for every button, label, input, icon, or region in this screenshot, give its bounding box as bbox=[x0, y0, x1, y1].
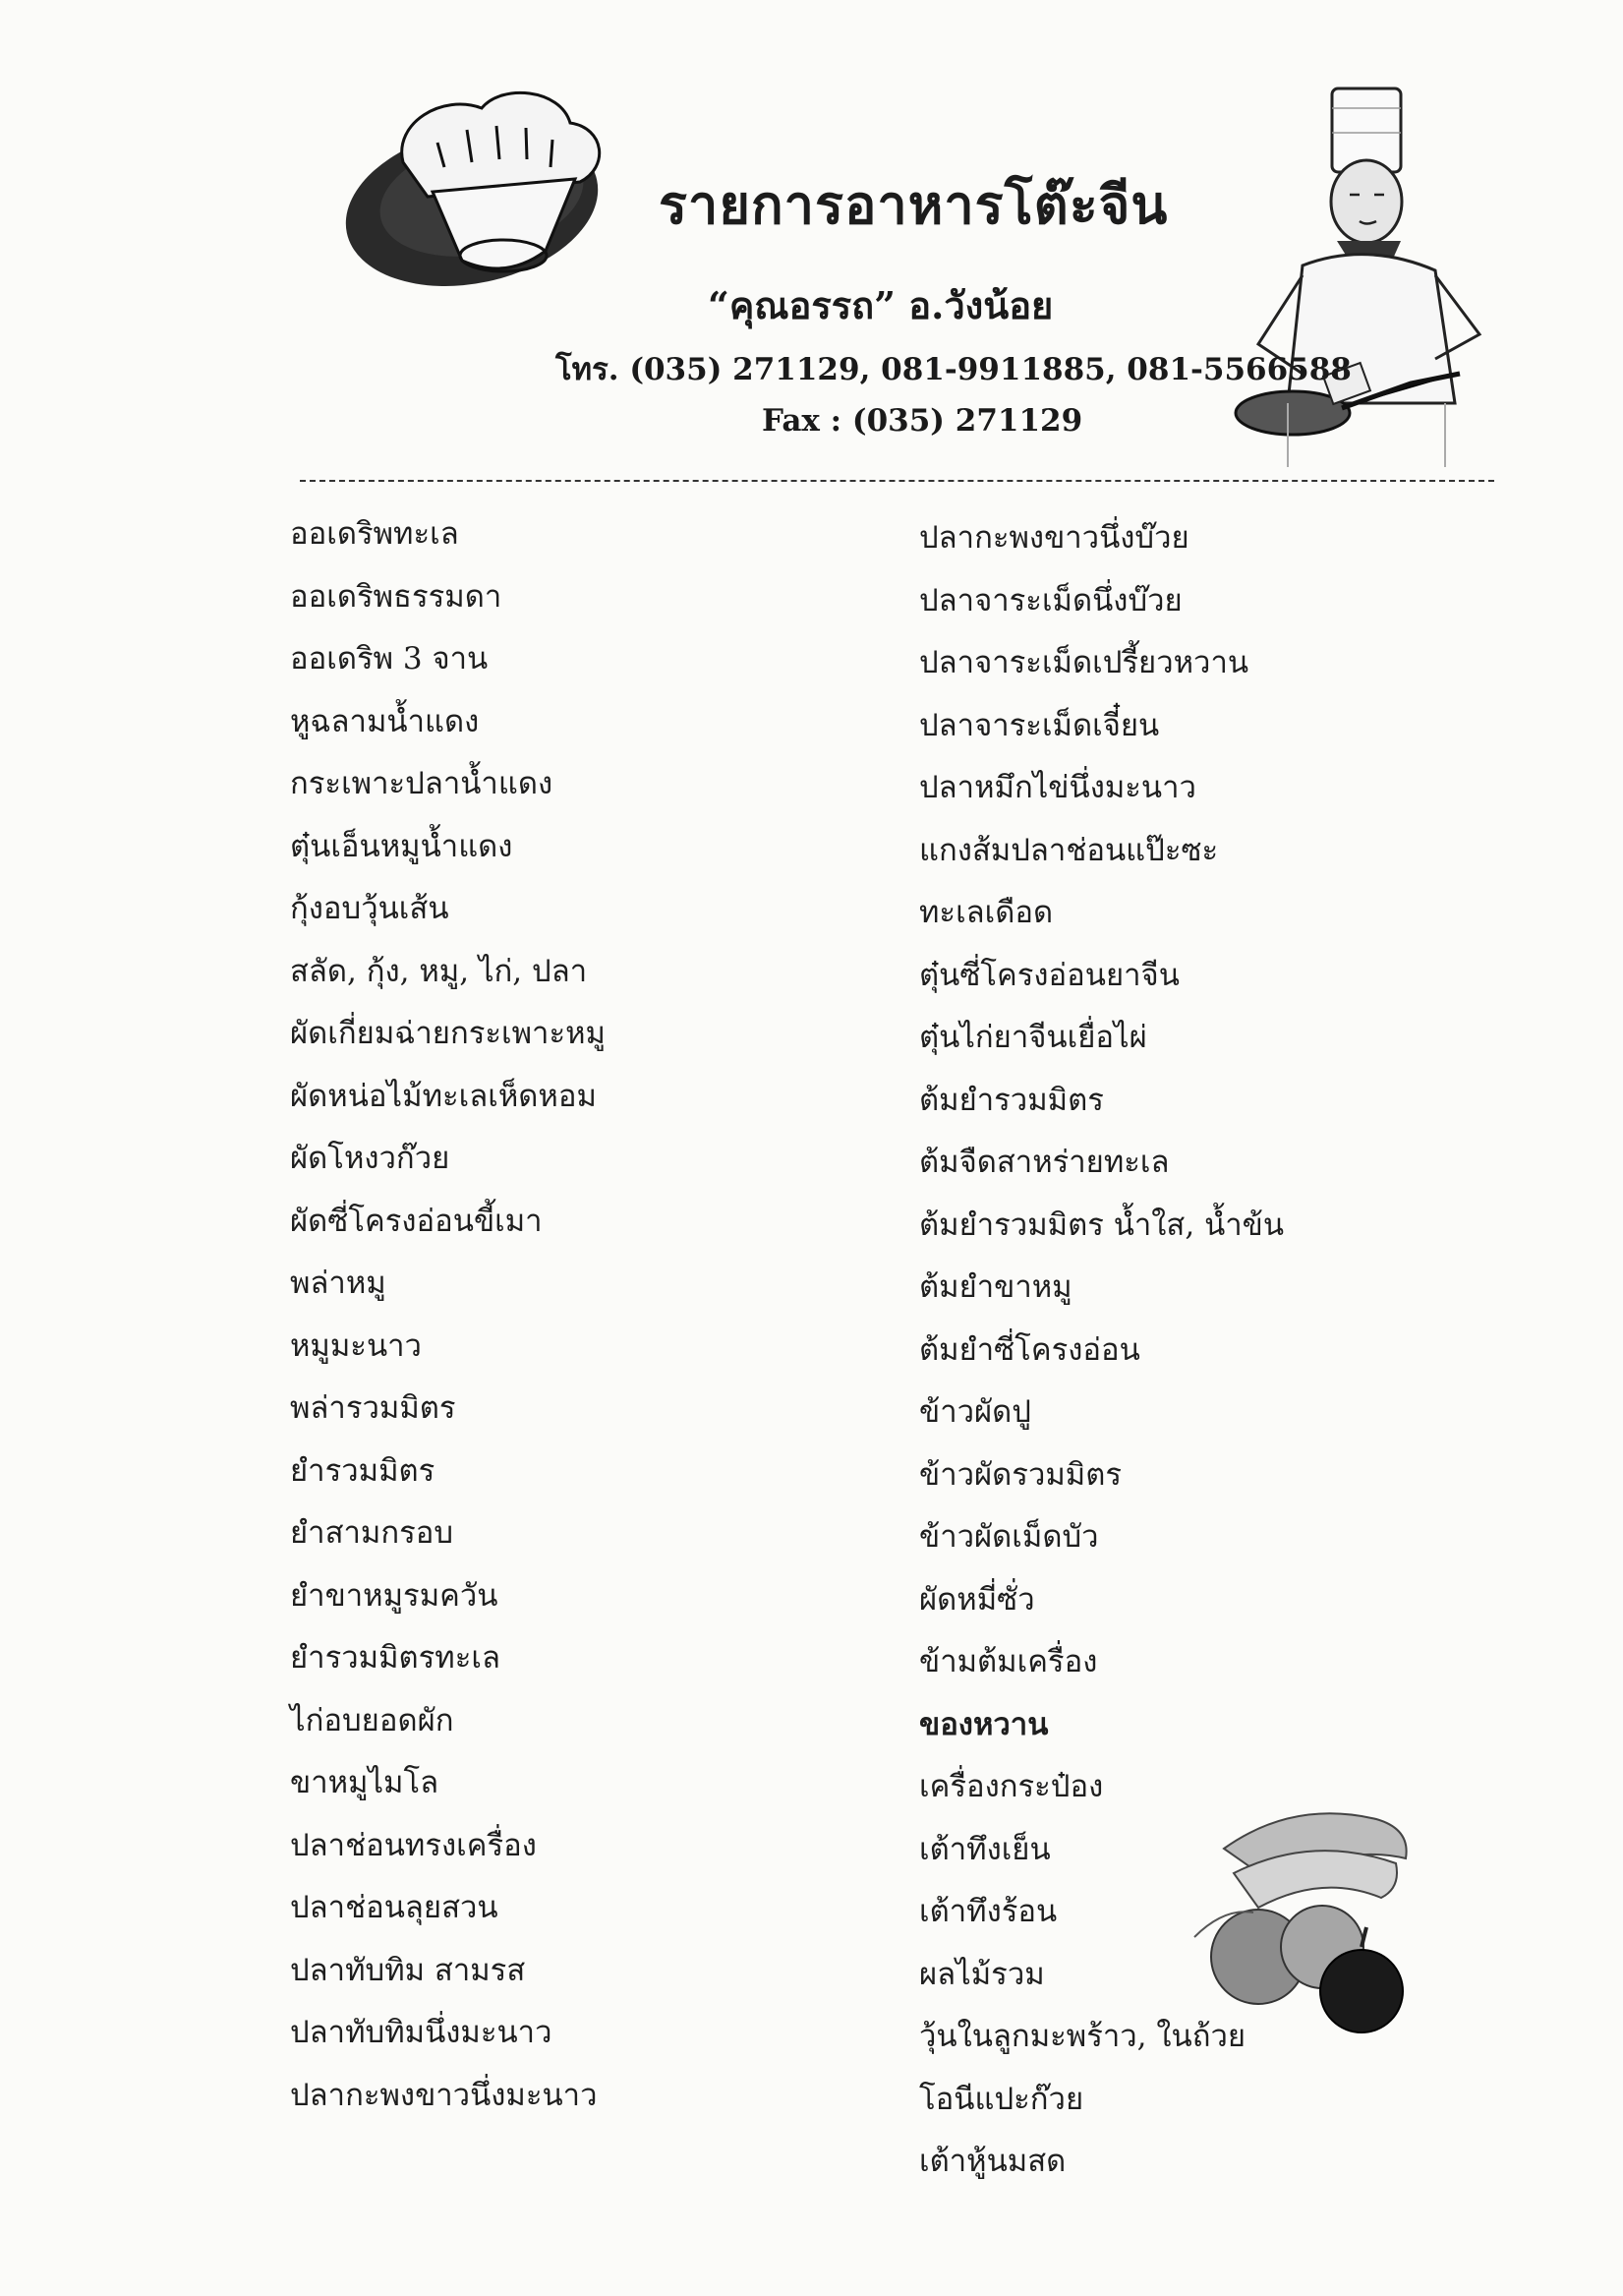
menu-item: ปลาจาระเม็ดเปรี้ยวหวาน bbox=[919, 645, 1249, 680]
menu-item: ยำสามกรอบ bbox=[290, 1515, 454, 1551]
menu-item: ต้มยำรวมมิตร bbox=[919, 1082, 1104, 1118]
menu-item: ปลาจาระเม็ดนึ่งบ๊วย bbox=[919, 582, 1183, 618]
menu-item: ต้มจืดสาหร่ายทะเล bbox=[919, 1145, 1170, 1180]
menu-item: ตุ๋นเอ็นหมูน้ำแดง bbox=[290, 828, 513, 864]
menu-item: กุ้งอบวุ้นเส้น bbox=[290, 891, 449, 926]
menu-item: ยำรวมมิตรทะเล bbox=[290, 1640, 500, 1676]
menu-item: ขาหมูไมโล bbox=[290, 1765, 439, 1800]
menu-item: สลัด, กุ้ง, หมู, ไก่, ปลา bbox=[290, 953, 588, 989]
phone-numbers: โทร. (035) 271129, 081-9911885, 081-5566588 bbox=[555, 352, 1352, 387]
menu-item: ผัดซี่โครงอ่อนขี้เมา bbox=[290, 1203, 543, 1239]
menu-item: วุ้นในลูกมะพร้าว, ในถ้วย bbox=[919, 2019, 1246, 2054]
menu-item: เต้าทึงเย็น bbox=[919, 1831, 1051, 1867]
menu-item: หูฉลามน้ำแดง bbox=[290, 703, 480, 739]
dashed-divider bbox=[300, 480, 1494, 482]
fruit-basket-icon bbox=[1165, 1790, 1420, 2045]
menu-item: พล่ารวมมิตร bbox=[290, 1390, 456, 1426]
menu-item: ต้มยำขาหมู bbox=[919, 1269, 1072, 1305]
menu-item: หมูมะนาว bbox=[290, 1327, 422, 1364]
chef-hat-icon bbox=[334, 69, 649, 295]
menu-item: ต้มยำรวมมิตร น้ำใส, น้ำข้น bbox=[919, 1207, 1285, 1243]
menu-item: พล่าหมู bbox=[290, 1266, 386, 1301]
menu-item: เต้าหู้นมสด bbox=[919, 2144, 1067, 2179]
menu-item: ข้าวผัดปู bbox=[919, 1394, 1031, 1430]
menu-item: ปลากะพงขาวนึ่งบ๊วย bbox=[919, 520, 1189, 556]
menu-item: ผัดหมี่ซั่ว bbox=[919, 1581, 1035, 1618]
menu-item: ข้าวผัดรวมมิตร bbox=[919, 1456, 1123, 1493]
menu-item: แกงส้มปลาช่อนแป๊ะซะ bbox=[919, 832, 1219, 868]
menu-item: ต้มยำซี่โครงอ่อน bbox=[919, 1331, 1140, 1368]
menu-item: ไก่อบยอดผัก bbox=[290, 1702, 454, 1738]
menu-item: ออเดริพ 3 จาน bbox=[290, 641, 489, 677]
menu-item: ทะเลเดือด bbox=[919, 895, 1054, 930]
menu-item: เต้าทึงร้อน bbox=[919, 1894, 1058, 1929]
menu-item: ออเดริพทะเล bbox=[290, 516, 459, 552]
menu-item: เครื่องกระป๋อง bbox=[919, 1769, 1104, 1804]
menu-item: ปลาหมึกไข่นึ่งมะนาว bbox=[919, 770, 1196, 805]
menu-item: ข้าวผัดเม็ดบัว bbox=[919, 1519, 1099, 1555]
menu-item: ตุ๋นไก่ยาจีนเยื่อไผ่ bbox=[919, 1020, 1147, 1055]
menu-item: ปลาทับทิม สามรส bbox=[290, 1952, 526, 1988]
dessert-heading: ของหวาน bbox=[919, 1706, 1049, 1742]
menu-item: ปลาจาระเม็ดเจี๋ยน bbox=[919, 707, 1160, 743]
menu-item: ข้ามต้มเครื่อง bbox=[919, 1644, 1098, 1679]
menu-item: ปลาช่อนทรงเครื่อง bbox=[290, 1827, 537, 1863]
menu-item: ปลาช่อนลุยสวน bbox=[290, 1890, 498, 1925]
menu-item: กระเพาะปลาน้ำแดง bbox=[290, 766, 553, 801]
menu-item: ยำขาหมูรมควัน bbox=[290, 1577, 498, 1614]
menu-list-left bbox=[290, 509, 606, 2133]
menu-item: ปลาทับทิมนึ่งมะนาว bbox=[290, 2015, 552, 2050]
chef-cooking-icon bbox=[1234, 79, 1529, 472]
menu-item: ตุ๋นซี่โครงอ่อนยาจีน bbox=[919, 957, 1180, 993]
menu-item: ผัดโหงวก๊วย bbox=[290, 1141, 450, 1176]
menu-title: รายการอาหารโต๊ะจีน bbox=[659, 173, 1169, 236]
menu-item: โอนีแปะก๊วย bbox=[919, 2081, 1084, 2117]
menu-item: ผัดหน่อไม้ทะเลเห็ดหอม bbox=[290, 1078, 597, 1114]
menu-item: ผัดเกี่ยมฉ่ายกระเพาะหมู bbox=[290, 1016, 606, 1051]
menu-item: ออเดริพธรรมดา bbox=[290, 578, 502, 615]
menu-item: ผลไม้รวม bbox=[919, 1956, 1045, 1992]
menu-item: ยำรวมมิตร bbox=[290, 1452, 435, 1489]
restaurant-name: “คุณอรรถ” อ.วังน้อย bbox=[708, 283, 1054, 327]
menu-item: ปลากะพงขาวนึ่งมะนาว bbox=[290, 2077, 598, 2113]
fax-number: Fax : (035) 271129 bbox=[762, 403, 1083, 439]
